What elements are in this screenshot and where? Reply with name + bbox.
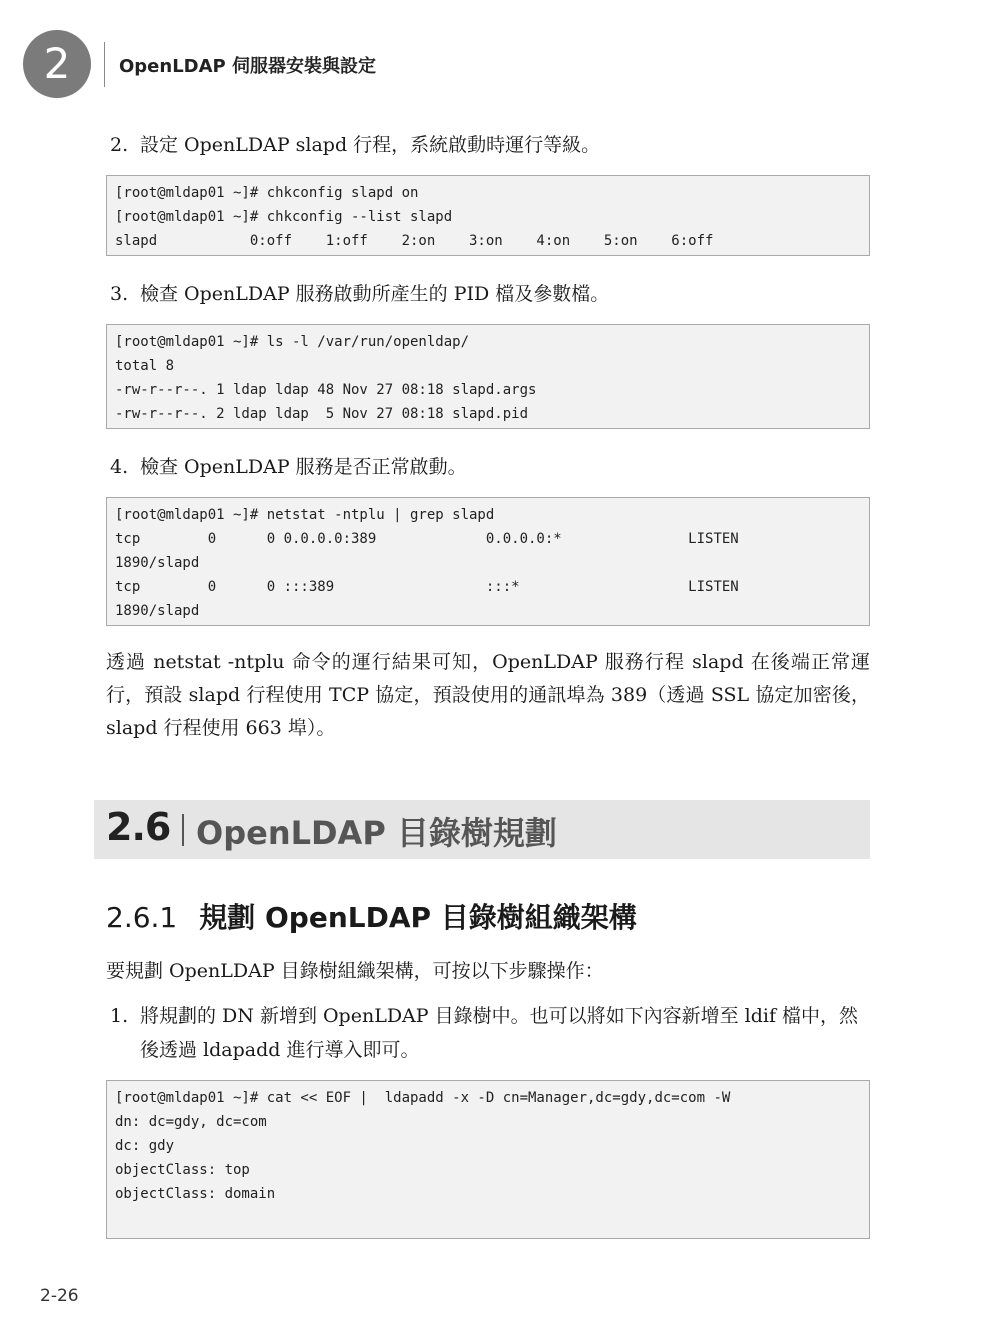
code-line: dc: gdy xyxy=(115,1138,175,1154)
step-number: 1. xyxy=(110,1005,129,1027)
step-1 xyxy=(110,999,870,1067)
code-line: [root@mldap01 ~]# chkconfig --list slapd xyxy=(115,209,453,225)
step-text: 設定 OpenLDAP slapd 行程，系統啟動時運行等級。 xyxy=(140,134,601,156)
code-line: objectClass: domain xyxy=(115,1186,276,1202)
code-line: dn: dc=gdy, dc=com xyxy=(115,1114,267,1130)
code-line: tcp 0 0 0.0.0.0:389 0.0.0.0:* LISTEN xyxy=(115,531,739,547)
section-heading xyxy=(94,800,870,859)
header-divider xyxy=(104,42,105,87)
step-2 xyxy=(110,128,870,162)
code-line: -rw-r--r--. 2 ldap ldap 5 Nov 27 08:18 slapd.pid xyxy=(115,406,529,422)
intro-paragraph: 要規劃 OpenLDAP 目錄樹組織架構，可按以下步驟操作： xyxy=(106,960,604,982)
subsection-number: 2.6.1 xyxy=(106,901,178,934)
step-3 xyxy=(110,277,870,311)
code-block-chkconfig xyxy=(106,175,870,256)
code-line xyxy=(115,1206,869,1230)
code-line: [root@mldap01 ~]# netstat -ntplu | grep slapd xyxy=(115,507,495,523)
step-text: 檢查 OpenLDAP 服務是否正常啟動。 xyxy=(140,456,467,478)
chapter-title: OpenLDAP 伺服器安裝與設定 xyxy=(119,56,377,77)
step-4 xyxy=(110,450,870,484)
step-number: 3. xyxy=(110,283,129,305)
netstat-explanation-paragraph: 透過 netstat -ntplu 命令的運行結果可知，OpenLDAP 服務行程 slapd 在後端正常運行，預設 slapd 行程使用 TCP 協定，預設使用的通訊埠為 389（透過 SSL 協定加密後，slapd 行程使用 663 埠）。 xyxy=(106,651,870,739)
step-number: 4. xyxy=(110,456,129,478)
code-line: [root@mldap01 ~]# ls -l /var/run/openldap/ xyxy=(115,334,470,350)
step-text: 將規劃的 DN 新增到 OpenLDAP 目錄樹中。也可以將如下內容新增至 ldif 檔中，然後透過 ldapadd 進行導入即可。 xyxy=(140,1005,859,1061)
code-block-ls xyxy=(106,324,870,429)
section-divider xyxy=(182,814,184,846)
code-line: 1890/slapd xyxy=(115,603,200,619)
code-line: 1890/slapd xyxy=(115,555,200,571)
code-line: tcp 0 0 :::389 :::* LISTEN xyxy=(115,579,739,595)
page-number: 2-26 xyxy=(40,1286,79,1306)
code-line: objectClass: top xyxy=(115,1162,250,1178)
step-number: 2. xyxy=(110,134,129,156)
code-line: [root@mldap01 ~]# chkconfig slapd on xyxy=(115,185,419,201)
chapter-number-badge: 2 xyxy=(23,30,91,98)
code-line: total 8 xyxy=(115,358,175,374)
code-line: [root@mldap01 ~]# cat << EOF | ldapadd -x -D cn=Manager,dc=gdy,dc=com -W xyxy=(115,1090,731,1106)
code-block-netstat xyxy=(106,497,870,626)
code-line: slapd 0:off 1:off 2:on 3:on 4:on 5:on 6:off xyxy=(115,233,714,249)
section-title: OpenLDAP 目錄樹規劃 xyxy=(196,814,557,852)
subsection-title: 規劃 OpenLDAP 目錄樹組織架構 xyxy=(199,901,637,934)
code-block-ldapadd xyxy=(106,1080,870,1239)
section-number: 2.6 xyxy=(106,805,171,849)
subsection-heading xyxy=(106,896,637,936)
step-text: 檢查 OpenLDAP 服務啟動所產生的 PID 檔及參數檔。 xyxy=(140,283,610,305)
code-line: -rw-r--r--. 1 ldap ldap 48 Nov 27 08:18 slapd.args xyxy=(115,382,537,398)
